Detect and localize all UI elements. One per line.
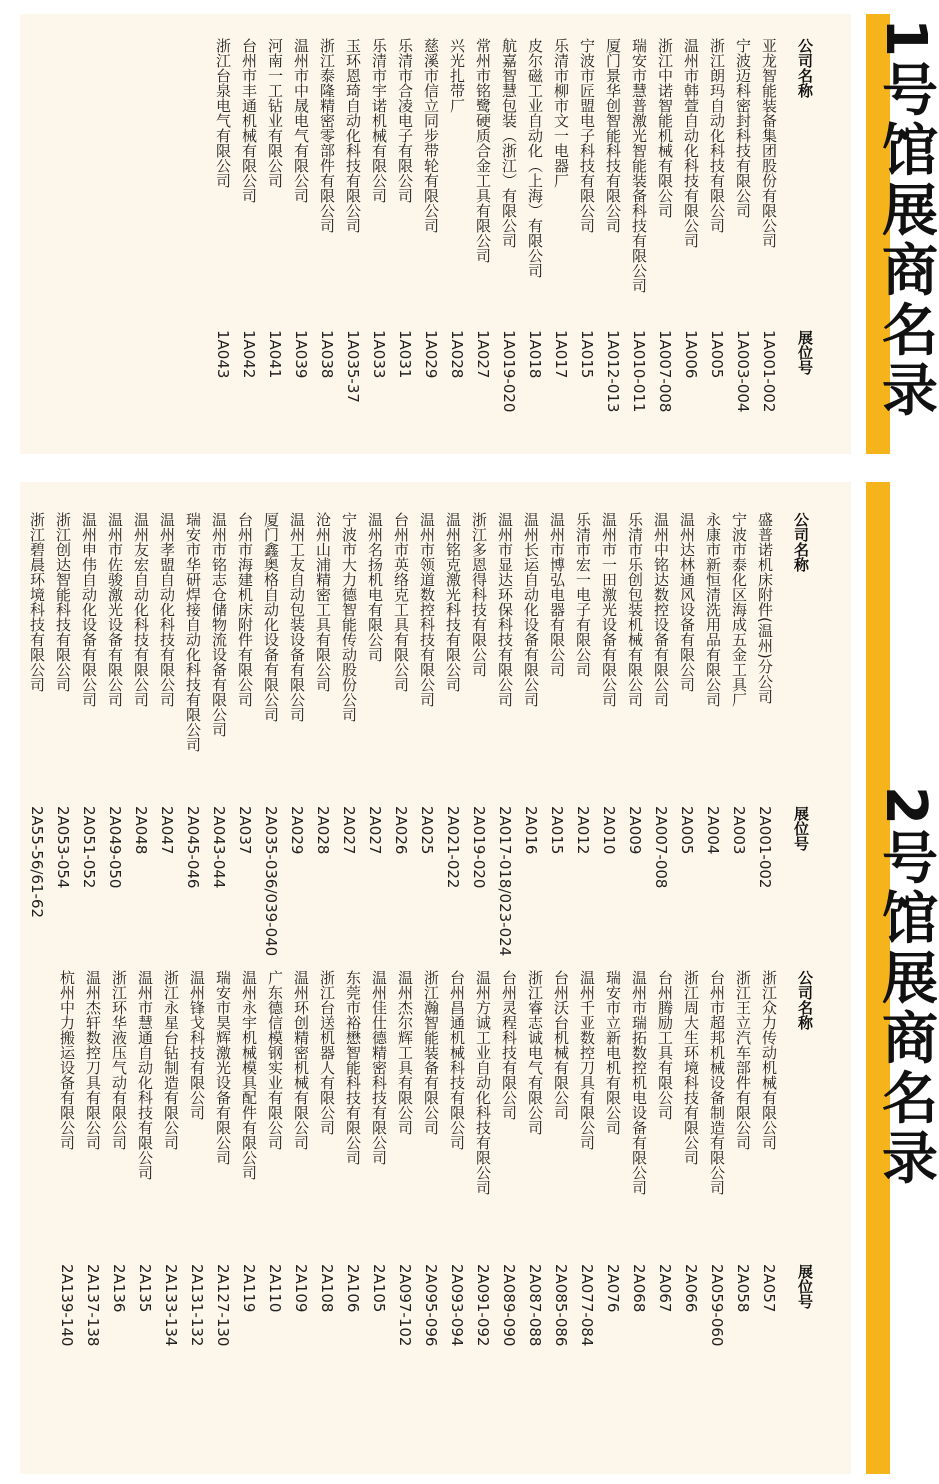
company-name: 温州名扬机电有限公司 <box>366 512 384 662</box>
booth-number: 1A019-020 <box>500 330 518 413</box>
booth-number: 2A127-130 <box>214 1264 232 1347</box>
booth-number: 1A005 <box>708 330 726 379</box>
booth-number: 2A135 <box>136 1264 154 1313</box>
booth-number: 1A035-37 <box>344 330 362 403</box>
booth-number: 1A017 <box>552 330 570 379</box>
booth-number: 1A029 <box>422 330 440 379</box>
booth-number: 2A139-140 <box>58 1264 76 1347</box>
booth-number: 2A016 <box>522 806 540 855</box>
company-name: 台州沃台机械有限公司 <box>552 970 570 1120</box>
booth-number: 2A048 <box>132 806 150 855</box>
company-name: 乐清市宏一电子有限公司 <box>574 512 592 677</box>
booth-number: 1A018 <box>526 330 544 379</box>
booth-number: 2A106 <box>344 1264 362 1313</box>
company-name: 温州工友自动包装设备有限公司 <box>288 512 306 722</box>
booth-number: 2A095-096 <box>422 1264 440 1347</box>
company-name: 温州杰尔辉工具有限公司 <box>396 970 414 1135</box>
company-name: 广东德信模钢实业有限公司 <box>266 970 284 1150</box>
company-name: 浙江朗玛自动化科技有限公司 <box>708 38 726 233</box>
booth-number: 2A55-56/61-62 <box>28 806 46 919</box>
company-name: 温州市韩萱自动化科技有限公司 <box>682 38 700 248</box>
booth-number: 2A085-086 <box>552 1264 570 1347</box>
company-name: 台州昌通机械科技有限公司 <box>448 970 466 1150</box>
booth-number: 2A119 <box>240 1264 258 1313</box>
company-name: 乐清市合凌电子有限公司 <box>396 38 414 203</box>
booth-number: 1A012-013 <box>604 330 622 413</box>
company-name: 厦门鑫奥格自动化设备有限公司 <box>262 512 280 722</box>
company-name: 盛普诺机床附件(温州)分公司 <box>756 512 774 704</box>
company-name: 台州市英络克工具有限公司 <box>392 512 410 692</box>
company-name: 台州灵程科技有限公司 <box>500 970 518 1120</box>
booth-number: 2A027 <box>340 806 358 855</box>
company-name: 温州市显达环保科技有限公司 <box>496 512 514 707</box>
booth-number: 1A042 <box>240 330 258 379</box>
company-name: 航嘉智慧包装（浙江）有限公司 <box>500 38 518 248</box>
company-name: 温州方诚工业自动化科技有限公司 <box>474 970 492 1195</box>
company-name: 浙江睿志诚电气有限公司 <box>526 970 544 1135</box>
company-header: 公司名称 <box>792 512 810 572</box>
hall2-b-company-column <box>54 970 818 1195</box>
booth-number: 2A093-094 <box>448 1264 466 1347</box>
company-name: 浙江碧晨环境科技有限公司 <box>28 512 46 692</box>
booth-number: 1A033 <box>370 330 388 379</box>
booth-number: 2A105 <box>370 1264 388 1313</box>
booth-number: 2A133-134 <box>162 1264 180 1347</box>
booth-number: 2A043-044 <box>210 806 228 889</box>
booth-number: 2A007-008 <box>652 806 670 889</box>
company-name: 瑞安市昊辉激光设备有限公司 <box>214 970 232 1165</box>
booth-number: 2A010 <box>600 806 618 855</box>
company-name: 温州佳仕德精密科技有限公司 <box>370 970 388 1165</box>
booth-number: 2A004 <box>704 806 722 855</box>
booth-header: 展位号 <box>796 330 814 375</box>
booth-header: 展位号 <box>792 806 810 851</box>
booth-number: 2A131-132 <box>188 1264 206 1347</box>
booth-number: 2A029 <box>288 806 306 855</box>
booth-number: 2A110 <box>266 1264 284 1313</box>
company-name: 浙江瀚智能装备有限公司 <box>422 970 440 1135</box>
booth-number: 2A009 <box>626 806 644 855</box>
company-name: 厦门景华创智能科技有限公司 <box>604 38 622 233</box>
booth-number: 1A043 <box>214 330 232 379</box>
company-name: 亚龙智能装备集团股份有限公司 <box>760 38 778 248</box>
company-name: 慈溪市信立同步带轮有限公司 <box>422 38 440 233</box>
hall2-a-company-column <box>24 512 814 752</box>
company-name: 皮尔磁工业自动化（上海）有限公司 <box>526 38 544 278</box>
company-name: 温州长运自动化设备有限公司 <box>522 512 540 707</box>
booth-number: 2A019-020 <box>470 806 488 889</box>
booth-number: 1A006 <box>682 330 700 379</box>
company-name: 浙江周大生环境科技有限公司 <box>682 970 700 1165</box>
company-name: 浙江王立汽车部件有限公司 <box>734 970 752 1150</box>
booth-number: 2A097-102 <box>396 1264 414 1347</box>
booth-number: 2A136 <box>110 1264 128 1313</box>
company-name: 玉环恩琦自动化科技有限公司 <box>344 38 362 233</box>
hall1-title: 1号馆展商名录 <box>873 18 938 421</box>
company-name: 乐清市乐创包装机械有限公司 <box>626 512 644 707</box>
company-name: 浙江永星台钻制造有限公司 <box>162 970 180 1150</box>
company-name: 宁波市大力德智能传动股份公司 <box>340 512 358 722</box>
booth-number: 2A026 <box>392 806 410 855</box>
company-name: 河南一工钻业有限公司 <box>266 38 284 188</box>
booth-number: 1A039 <box>292 330 310 379</box>
company-name: 东莞市裕懋智能科技有限公司 <box>344 970 362 1165</box>
booth-number: 1A038 <box>318 330 336 379</box>
booth-number: 2A025 <box>418 806 436 855</box>
booth-number: 2A015 <box>548 806 566 855</box>
company-header: 公司名称 <box>796 970 814 1030</box>
booth-number: 2A076 <box>604 1264 622 1313</box>
company-name: 乐清市宇诺机械有限公司 <box>370 38 388 203</box>
company-name: 台州市海建机床附件有限公司 <box>236 512 254 707</box>
booth-number: 1A010-011 <box>630 330 648 413</box>
company-name: 温州千亚数控刀具有限公司 <box>578 970 596 1150</box>
company-name: 浙江台送机器人有限公司 <box>318 970 336 1135</box>
company-name: 温州杰轩数控刀具有限公司 <box>84 970 102 1150</box>
company-name: 温州环创精密机械有限公司 <box>292 970 310 1150</box>
booth-number: 2A047 <box>158 806 176 855</box>
booth-number: 2A049-050 <box>106 806 124 889</box>
company-name: 浙江中诺智能机械有限公司 <box>656 38 674 218</box>
booth-number: 2A051-052 <box>80 806 98 889</box>
company-name: 浙江泰隆精密零部件有限公司 <box>318 38 336 233</box>
booth-number: 2A005 <box>678 806 696 855</box>
booth-number: 2A089-090 <box>500 1264 518 1347</box>
company-name: 台州市超邦机械设备制造有限公司 <box>708 970 726 1195</box>
company-name: 温州友宏自动化科技有限公司 <box>132 512 150 707</box>
booth-number: 2A003 <box>730 806 748 855</box>
booth-number: 2A053-054 <box>54 806 72 889</box>
company-name: 温州市瑞拓数控机电设备有限公司 <box>630 970 648 1195</box>
company-name: 永康市新恒清洗用品有限公司 <box>704 512 722 707</box>
company-name: 浙江多恩得科技有限公司 <box>470 512 488 677</box>
booth-number: 2A087-088 <box>526 1264 544 1347</box>
hall2-title: 2号馆展商名录 <box>873 786 938 1189</box>
company-name: 温州市铭志仓储物流设备有限公司 <box>210 512 228 737</box>
booth-header: 展位号 <box>796 1264 814 1309</box>
booth-number: 1A007-008 <box>656 330 674 413</box>
company-name: 温州锋戈科技有限公司 <box>188 970 206 1120</box>
booth-number: 1A003-004 <box>734 330 752 413</box>
company-name: 温州市领道数控科技有限公司 <box>418 512 436 707</box>
booth-number: 2A137-138 <box>84 1264 102 1347</box>
company-name: 温州市中晟电气有限公司 <box>292 38 310 203</box>
booth-number: 2A108 <box>318 1264 336 1313</box>
booth-number: 2A068 <box>630 1264 648 1313</box>
company-name: 宁波市泰化区海成五金工具厂 <box>730 512 748 707</box>
company-name: 瑞安市立新电机有限公司 <box>604 970 622 1135</box>
booth-number: 2A059-060 <box>708 1264 726 1347</box>
company-name: 浙江创达智能科技有限公司 <box>54 512 72 692</box>
company-name: 宁波迈科密封科技有限公司 <box>734 38 752 218</box>
booth-number: 2A109 <box>292 1264 310 1313</box>
booth-number: 1A001-002 <box>760 330 778 413</box>
booth-number: 2A066 <box>682 1264 700 1313</box>
hall2-a-booth-column <box>24 806 814 956</box>
company-name: 浙江环华液压气动有限公司 <box>110 970 128 1150</box>
booth-number: 2A037 <box>236 806 254 855</box>
company-name: 温州铭克激光科技有限公司 <box>444 512 462 692</box>
booth-number: 2A058 <box>734 1264 752 1313</box>
booth-number: 1A041 <box>266 330 284 379</box>
company-name: 温州中铭达数控设备有限公司 <box>652 512 670 707</box>
booth-number: 1A027 <box>474 330 492 379</box>
company-name: 沧州山浦精密工具有限公司 <box>314 512 332 692</box>
company-name: 温州市博弘电器有限公司 <box>548 512 566 677</box>
booth-number: 2A067 <box>656 1264 674 1313</box>
booth-number: 1A031 <box>396 330 414 379</box>
booth-number: 2A077-084 <box>578 1264 596 1347</box>
company-name: 温州永宇机械模具配件有限公司 <box>240 970 258 1180</box>
booth-number: 1A028 <box>448 330 466 379</box>
booth-number: 2A057 <box>760 1264 778 1313</box>
company-name: 温州市慧通自动化科技有限公司 <box>136 970 154 1180</box>
company-name: 温州市佐骏激光设备有限公司 <box>106 512 124 707</box>
company-name: 常州市铭鹭硬质合金工具有限公司 <box>474 38 492 263</box>
company-name: 温州孝盟自动化科技有限公司 <box>158 512 176 707</box>
hall2-b-booth-column <box>54 1264 818 1346</box>
booth-number: 2A035-036/039-040 <box>262 806 280 957</box>
company-name: 浙江台泉电气有限公司 <box>214 38 232 188</box>
booth-number: 2A001-002 <box>756 806 774 889</box>
booth-number: 2A027 <box>366 806 384 855</box>
company-header: 公司名称 <box>796 38 814 98</box>
company-name: 温州申伟自动化设备有限公司 <box>80 512 98 707</box>
company-name: 乐清市柳市文一电器厂 <box>552 38 570 188</box>
company-name: 浙江众力传动机械有限公司 <box>760 970 778 1150</box>
hall1-booth-column <box>210 330 818 412</box>
company-name: 温州达林通风设备有限公司 <box>678 512 696 692</box>
booth-number: 2A017-018/023-024 <box>496 806 514 957</box>
company-name: 杭州中力搬运设备有限公司 <box>58 970 76 1150</box>
booth-number: 1A015 <box>578 330 596 379</box>
company-name: 宁波市匠盟电子科技有限公司 <box>578 38 596 233</box>
hall1-company-column <box>210 38 818 293</box>
company-name: 兴光扎带厂 <box>448 38 466 113</box>
booth-number: 2A045-046 <box>184 806 202 889</box>
company-name: 瑞安市慧普激光智能装备科技有限公司 <box>630 38 648 293</box>
company-name: 台州腾励工具有限公司 <box>656 970 674 1120</box>
booth-number: 2A021-022 <box>444 806 462 889</box>
company-name: 瑞安市华研焊接自动化科技有限公司 <box>184 512 202 752</box>
booth-number: 2A028 <box>314 806 332 855</box>
booth-number: 2A091-092 <box>474 1264 492 1347</box>
booth-number: 2A012 <box>574 806 592 855</box>
company-name: 温州市一田激光设备有限公司 <box>600 512 618 707</box>
company-name: 台州市丰通机械有限公司 <box>240 38 258 203</box>
